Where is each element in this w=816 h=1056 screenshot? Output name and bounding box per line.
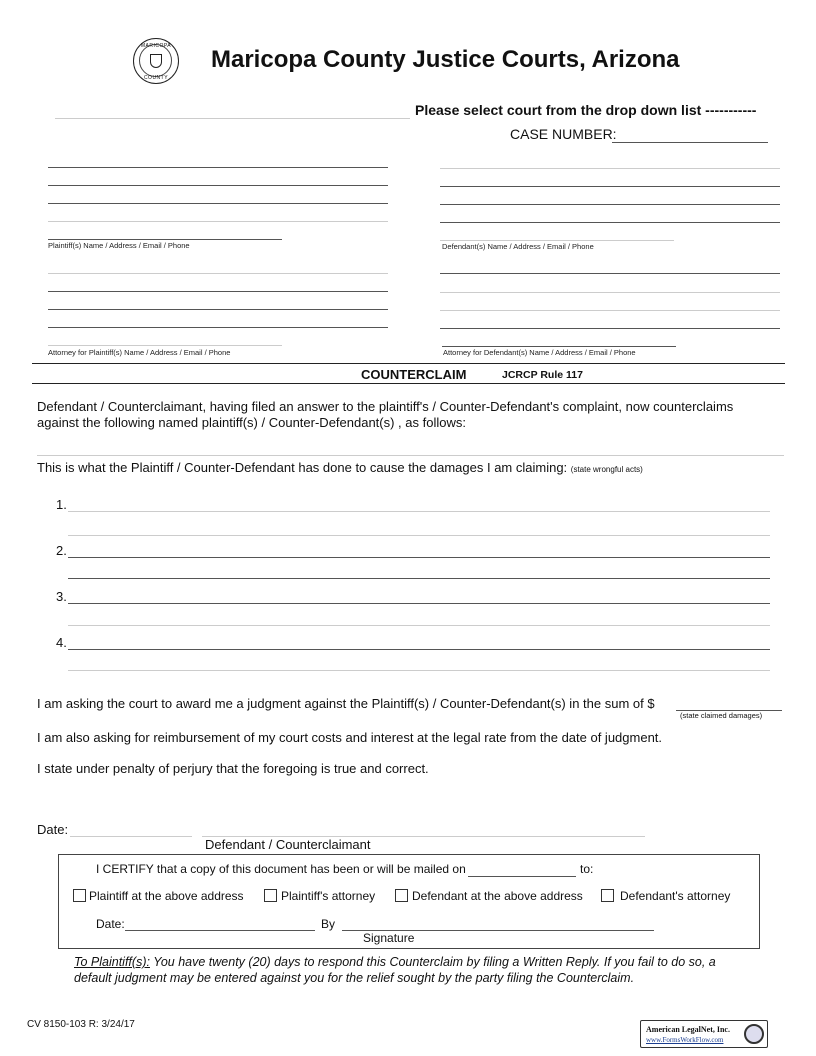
item-1-line-1[interactable] xyxy=(68,511,770,512)
date-label: Date: xyxy=(37,822,69,837)
plaintiff-attorney-line-1[interactable] xyxy=(48,273,388,274)
defendant-attorney-option: Defendant's attorney xyxy=(620,889,731,903)
notice-paragraph xyxy=(74,954,754,986)
document-title: COUNTERCLAIM xyxy=(361,367,467,382)
plaintiff-attorney-line-2[interactable] xyxy=(48,291,388,292)
item-number-1: 1. xyxy=(56,497,67,512)
notice-text: You have twenty (20) days to respond this Counterclaim by filing a Written Reply. If you fail to do so, a default judgment may be entered against you for the relief sought by the party filing the Counterclaim. xyxy=(74,955,716,985)
plaintiff-line-5[interactable] xyxy=(48,239,282,240)
county-seal xyxy=(133,38,179,84)
damages-note: (state claimed damages) xyxy=(680,711,763,720)
reimbursement-text: I am also asking for reimbursement of my court costs and interest at the legal rate from the date of judgment. xyxy=(37,730,663,745)
date-line xyxy=(70,836,192,837)
defendant-attorney-line-5[interactable] xyxy=(442,346,676,347)
mailed-date-line xyxy=(468,876,576,877)
certificate-date-label: Date: xyxy=(96,917,125,931)
defendant-line-3[interactable] xyxy=(440,204,780,205)
defendant-line-5[interactable] xyxy=(440,240,674,241)
judgment-text: I am asking the court to award me a judgment against the Plaintiff(s) / Counter-Defendant(s) in the sum of $ xyxy=(37,696,655,711)
defendant-line-2[interactable] xyxy=(440,186,780,187)
plaintiff-line-3[interactable] xyxy=(48,203,388,204)
plaintiff-line-4[interactable] xyxy=(48,221,388,222)
notice-lead: To Plaintiff(s): xyxy=(74,955,150,969)
mailed-date-input[interactable] xyxy=(468,860,576,876)
case-number-input[interactable] xyxy=(612,126,768,142)
item-2-line-2[interactable] xyxy=(68,578,770,579)
plaintiff-line-2[interactable] xyxy=(48,185,388,186)
intro-paragraph: Defendant / Counterclaimant, having filed an answer to the plaintiff's / Counter-Defendant's complaint, now counterclaims against the following named plaintiff(s) / Counter-Defendant(s) , as follows: xyxy=(37,399,734,430)
defendant-address-checkbox[interactable] xyxy=(395,889,408,902)
item-3-line-2[interactable] xyxy=(68,625,770,626)
case-number-line xyxy=(612,142,768,143)
item-3-line-1[interactable] xyxy=(68,603,770,604)
plaintiff-attorney-line-5[interactable] xyxy=(48,345,282,346)
plaintiff-label: Plaintiff(s) Name / Address / Email / Phone xyxy=(48,241,190,250)
acts-note: (state wrongful acts) xyxy=(570,465,643,474)
seal-bottom-text: COUNTY xyxy=(143,75,169,81)
item-4-line-2[interactable] xyxy=(68,670,770,671)
case-number-label: CASE NUMBER: xyxy=(510,126,617,142)
item-2-line-1[interactable] xyxy=(68,557,770,558)
by-label: By xyxy=(321,917,336,931)
item-number-2: 2. xyxy=(56,543,67,558)
plaintiff-attorney-label: Attorney for Plaintiff(s) Name / Address / Email / Phone xyxy=(48,348,231,357)
item-number-3: 3. xyxy=(56,589,67,604)
damages-amount-input[interactable] xyxy=(676,694,782,710)
plaintiff-address-checkbox[interactable] xyxy=(73,889,86,902)
defendant-line-4[interactable] xyxy=(440,222,780,223)
legalnet-logo xyxy=(640,1020,768,1048)
title-band-bottom-rule xyxy=(32,383,785,384)
item-4-line-1[interactable] xyxy=(68,649,770,650)
counterclaimant-label: Defendant / Counterclaimant xyxy=(205,837,371,852)
item-number-4: 4. xyxy=(56,635,67,650)
court-select-dropdown[interactable]: Please select court from the drop down list ----------- xyxy=(415,102,757,118)
defendant-line-1[interactable] xyxy=(440,168,780,169)
plaintiff-address-option: Plaintiff at the above address xyxy=(89,889,244,903)
certify-text: I CERTIFY that a copy of this document has been or will be mailed on xyxy=(96,862,466,876)
seal-shield-icon xyxy=(150,54,162,68)
document-rule: JCRCP Rule 117 xyxy=(502,369,583,381)
certificate-date-input[interactable] xyxy=(125,914,315,930)
to-label: to: xyxy=(580,862,594,876)
intro-fill-line[interactable] xyxy=(37,455,784,456)
plaintiff-attorney-line-4[interactable] xyxy=(48,327,388,328)
plaintiff-attorney-line-3[interactable] xyxy=(48,309,388,310)
acts-text: This is what the Plaintiff / Counter-Defendant has done to cause the damages I am claiming: xyxy=(37,460,568,475)
defendant-address-option: Defendant at the above address xyxy=(412,889,583,903)
item-1-line-2[interactable] xyxy=(68,535,770,536)
plaintiff-attorney-option: Plaintiff's attorney xyxy=(281,889,376,903)
seal-top-text: MARICOPA xyxy=(140,43,172,49)
counterclaimant-signature-input[interactable] xyxy=(202,820,645,836)
defendant-attorney-label: Attorney for Defendant(s) Name / Address / Email / Phone xyxy=(443,348,636,357)
page-title: Maricopa County Justice Courts, Arizona xyxy=(211,46,680,73)
signature-label: Signature xyxy=(363,931,415,945)
plaintiff-attorney-checkbox[interactable] xyxy=(264,889,277,902)
certificate-signature-input[interactable] xyxy=(342,914,654,930)
defendant-attorney-line-2[interactable] xyxy=(440,292,780,293)
defendant-attorney-line-1[interactable] xyxy=(440,273,780,274)
globe-icon xyxy=(744,1024,764,1044)
certificate-date-line xyxy=(125,930,315,931)
acts-heading xyxy=(37,460,797,478)
defendant-attorney-line-4[interactable] xyxy=(440,328,780,329)
logo-name: American LegalNet, Inc. xyxy=(646,1025,730,1034)
form-id: CV 8150-103 R: 3/24/17 xyxy=(27,1019,135,1030)
title-band-top-rule xyxy=(32,363,785,364)
defendant-attorney-line-3[interactable] xyxy=(440,310,780,311)
defendant-label: Defendant(s) Name / Address / Email / Phone xyxy=(442,242,594,251)
date-input[interactable] xyxy=(70,820,192,836)
logo-url[interactable]: www.FormsWorkFlow.com xyxy=(646,1036,724,1044)
plaintiff-line-1[interactable] xyxy=(48,167,388,168)
court-select-line xyxy=(55,118,410,119)
perjury-text: I state under penalty of perjury that the foregoing is true and correct. xyxy=(37,761,429,776)
defendant-attorney-checkbox[interactable] xyxy=(601,889,614,902)
